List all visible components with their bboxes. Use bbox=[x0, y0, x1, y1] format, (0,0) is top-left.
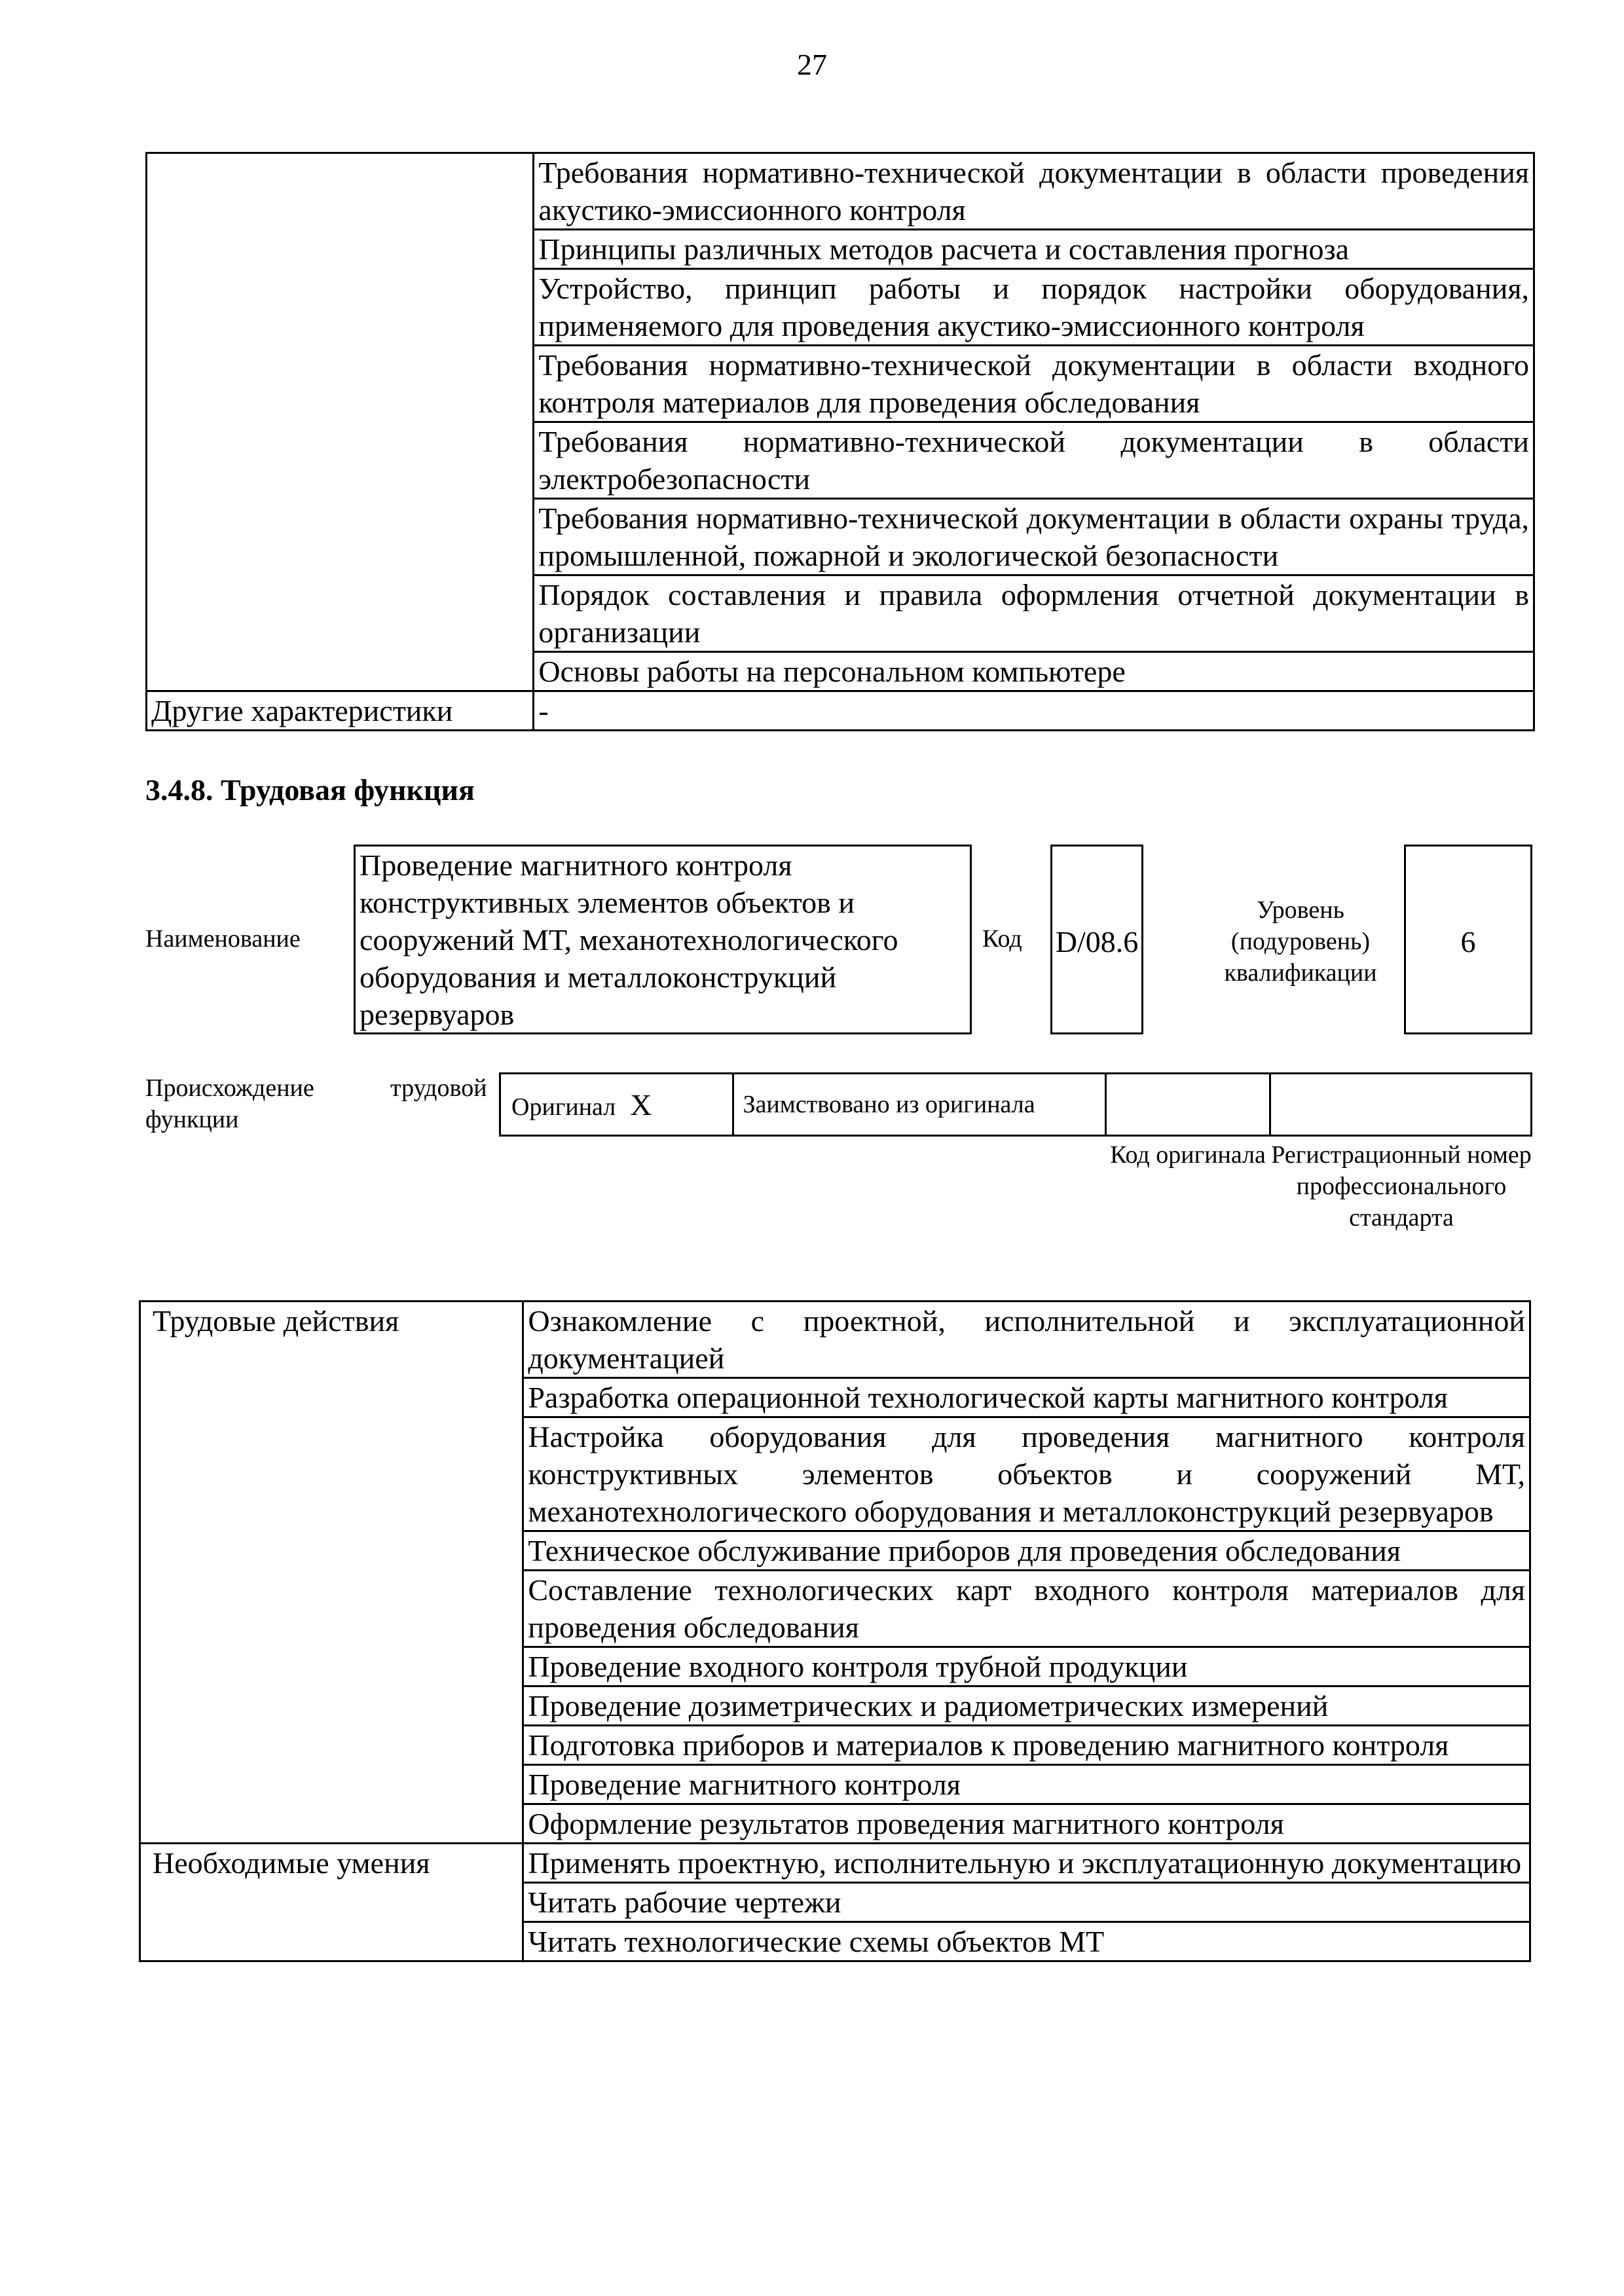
level-box bbox=[1404, 845, 1532, 1034]
table-row: Принципы различных методов расчета и составления прогноза bbox=[534, 230, 1534, 269]
table-row: Требования нормативно-технической документации в области охраны труда, промышленной, пожарной и экологической безопасности bbox=[534, 499, 1534, 575]
function-name-box bbox=[354, 845, 972, 1034]
original-code-cell bbox=[1105, 1074, 1270, 1136]
table-row: Требования нормативно-технической документации в области электробезопасности bbox=[534, 422, 1534, 499]
page-number: 27 bbox=[797, 48, 827, 81]
original-label: Оригинал bbox=[511, 1093, 616, 1121]
name-label: Наименование bbox=[145, 925, 301, 953]
code-label: Код bbox=[982, 925, 1022, 953]
original-cell bbox=[500, 1074, 733, 1136]
table-row: Оформление результатов проведения магнитного контроля bbox=[523, 1804, 1530, 1844]
origin-label-left: Происхождение bbox=[145, 1074, 314, 1102]
origin-table bbox=[499, 1072, 1532, 1137]
borrowed-label: Заимствовано из оригинала bbox=[743, 1091, 1035, 1118]
level-label: Уровень (подуровень) квалификации bbox=[1224, 896, 1377, 987]
registration-number-cell bbox=[1270, 1074, 1532, 1136]
other-characteristics-value: - bbox=[534, 691, 1534, 731]
code-caption: Код оригинала bbox=[1110, 1141, 1266, 1169]
table-row: Порядок составления и правила оформления отчетной документации в организации bbox=[534, 575, 1534, 652]
function-code-box bbox=[1050, 845, 1143, 1034]
function-code: D/08.6 bbox=[1055, 925, 1139, 958]
level-value: 6 bbox=[1460, 925, 1476, 958]
table-row: Подготовка приборов и материалов к проведению магнитного контроля bbox=[523, 1726, 1530, 1765]
registration-caption: Регистрационный номер профессионального стандарта bbox=[1271, 1141, 1532, 1231]
table-row: Разработка операционной технологической карты магнитного контроля bbox=[523, 1378, 1530, 1417]
table-row: Требования нормативно-технической документации в области входного контроля материалов для проведения обследования bbox=[534, 346, 1534, 422]
function-name: Проведение магнитного контроля конструктивных элементов объектов и сооружений МТ, механотехнологического оборудования и металлоконструкций резервуаров bbox=[360, 848, 898, 1031]
table-row: Требования нормативно-технической документации в области проведения акустико-эмиссионного контроля bbox=[534, 153, 1534, 230]
table-row: Ознакомление с проектной, исполнительной и эксплуатационной документацией bbox=[523, 1302, 1530, 1378]
table-row: Устройство, принцип работы и порядок настройки оборудования, применяемого для проведения акустико-эмиссионного контроля bbox=[534, 269, 1534, 346]
table-row: Проведение дозиметрических и радиометрических измерений bbox=[523, 1686, 1530, 1726]
table-row: Настройка оборудования для проведения магнитного контроля конструктивных элементов объектов и сооружений МТ, механотехнологического оборудования и металлоконструкций резервуаров bbox=[523, 1417, 1530, 1531]
table-row: Техническое обслуживание приборов для проведения обследования bbox=[523, 1531, 1530, 1571]
required-skills-label: Необходимые умения bbox=[140, 1844, 523, 1961]
labor-actions-label: Трудовые действия bbox=[140, 1302, 523, 1844]
section-title: 3.4.8. Трудовая функция bbox=[145, 773, 475, 807]
table-row: Проведение входного контроля трубной продукции bbox=[523, 1647, 1530, 1686]
table-row: Основы работы на персональном компьютере bbox=[534, 652, 1534, 691]
table-row: Составление технологических карт входного контроля материалов для проведения обследования bbox=[523, 1571, 1530, 1647]
original-mark: X bbox=[630, 1087, 652, 1121]
origin-label-right: трудовой bbox=[390, 1074, 487, 1102]
table-row: Читать технологические схемы объектов МТ bbox=[523, 1922, 1530, 1961]
origin-label-line2: функции bbox=[145, 1106, 239, 1133]
other-characteristics-label: Другие характеристики bbox=[147, 691, 534, 731]
table-row: Применять проектную, исполнительную и эксплуатационную документацию bbox=[523, 1844, 1530, 1883]
table-row: Читать рабочие чертежи bbox=[523, 1883, 1530, 1922]
table-row: Проведение магнитного контроля bbox=[523, 1765, 1530, 1804]
borrowed-cell bbox=[733, 1074, 1105, 1136]
empty-label-cell bbox=[147, 153, 534, 691]
labor-function-table bbox=[139, 1300, 1531, 1962]
knowledge-continuation-table bbox=[145, 152, 1535, 731]
